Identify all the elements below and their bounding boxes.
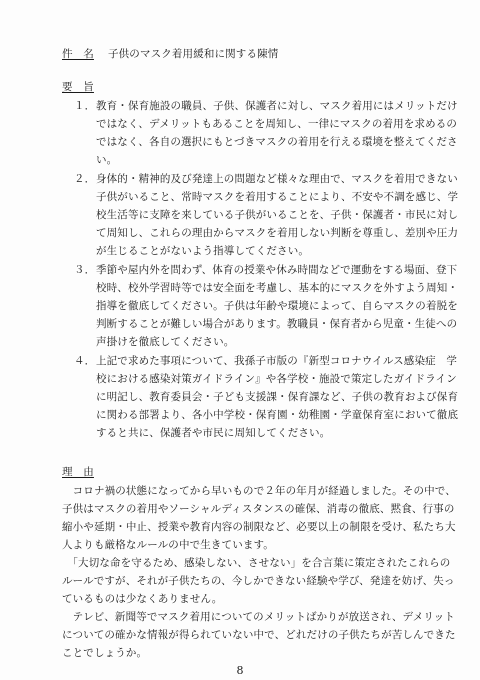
page-number: 8 xyxy=(236,664,244,677)
item-line: に関わる部署より、各小中学校・保育園・幼稚園・学童保育室において徹底 xyxy=(96,409,459,421)
reason-line: 人よりも厳格なルールの中で生きています。 xyxy=(62,539,274,551)
item-line: て周知し、これらの理由からマスクを着用しない判断を尊重し、差別や圧力 xyxy=(96,227,459,239)
item-line: 子供がいること、常時マスクを着用することにより、不安や不調を感じ、学 xyxy=(96,191,459,203)
reason-line: ことでしょうか。 xyxy=(62,647,148,659)
reason-line: 縮小や延期・中止、授業や教育内容の制限など、必要以上の制限を受け、私たち大 xyxy=(62,521,456,533)
item-number: １． xyxy=(74,100,96,112)
item-line: 声掛けを徹底してください。 xyxy=(96,336,235,348)
item-line: い。 xyxy=(96,154,118,166)
item-number: ２． xyxy=(74,173,96,185)
reason-line: ルールですが、それが子供たちの、今しかできない経験や学び、発達を妨げ、失っ xyxy=(62,575,455,587)
item-line: 季節や屋内外を問わず、体育の授業や休み時間などで運動をする場面、登下 xyxy=(96,264,458,276)
item-line: 校生活等に支障を来している子供がいることを、子供・保護者・市民に対し xyxy=(96,209,459,221)
item-line: 上記で求めた事項について、我孫子市版の『新型コロナウイルス感染症 学 xyxy=(96,355,458,367)
reason-line: についての確かな情報が得られていない中で、どれだけの子供たちが苦しんできた xyxy=(62,629,456,641)
reason-heading: 理 由 xyxy=(62,466,94,478)
summary-heading: 要 旨 xyxy=(62,81,94,93)
item-line: 校時、校外学習時等では安全面を考慮し、基本的にマスクを外すよう周知・ xyxy=(96,282,459,294)
item-line: が生じることがないよう指導してください。 xyxy=(96,245,309,257)
item-number: ４． xyxy=(74,355,96,367)
subject-label: 件 名 xyxy=(62,48,94,60)
item-line: ではなく、デメリットもあることを周知し、一律にマスクの着用を求めるの xyxy=(96,118,458,130)
item-line: 身体的・精神的及び発達上の問題など様々な理由で、マスクを着用できない xyxy=(96,173,458,185)
reason-line: 子供はマスクの着用やソーシャルディスタンスの確保、消毒の徹底、黙食、行事の xyxy=(62,503,455,515)
reason-line: 「大切な命を守るため、感染しない、させない」を合言葉に策定されたこれらの xyxy=(62,557,451,569)
item-line: 校における感染対策ガイドライン』や各学校・施設で策定したガイドライン xyxy=(96,373,457,385)
item-line: に明記し、教育委員会・子ども支援課・保育課など、子供の教育および保育 xyxy=(96,391,459,403)
item-line: 判断することが難しい場合があります。教職員・保育者から児童・生徒への xyxy=(96,318,458,330)
reason-line: コロナ禍の状態になってから早いもので２年の年月が経過しました。その中で、 xyxy=(62,485,456,497)
item-line: 指導を徹底してください。子供は年齢や環境によって、自らマスクの着脱を xyxy=(96,300,458,312)
reason-line: ているものは少なくありません。 xyxy=(62,593,223,605)
item-number: ３． xyxy=(74,264,96,276)
item-line: 教育・保育施設の職員、子供、保護者に対し、マスク着用にはメリットだけ xyxy=(96,100,458,112)
item-line: ではなく、各自の選択にもとづきマスクの着用を行える環境を整えてくださ xyxy=(96,136,458,148)
subject-title: 子供のマスク着用緩和に関する陳情 xyxy=(108,48,279,60)
reason-line: テレビ、新聞等でマスク着用についてのメリットばかりが放送され、デメリット xyxy=(62,611,455,623)
item-line: すると共に、保護者や市民に周知してください。 xyxy=(96,427,331,439)
